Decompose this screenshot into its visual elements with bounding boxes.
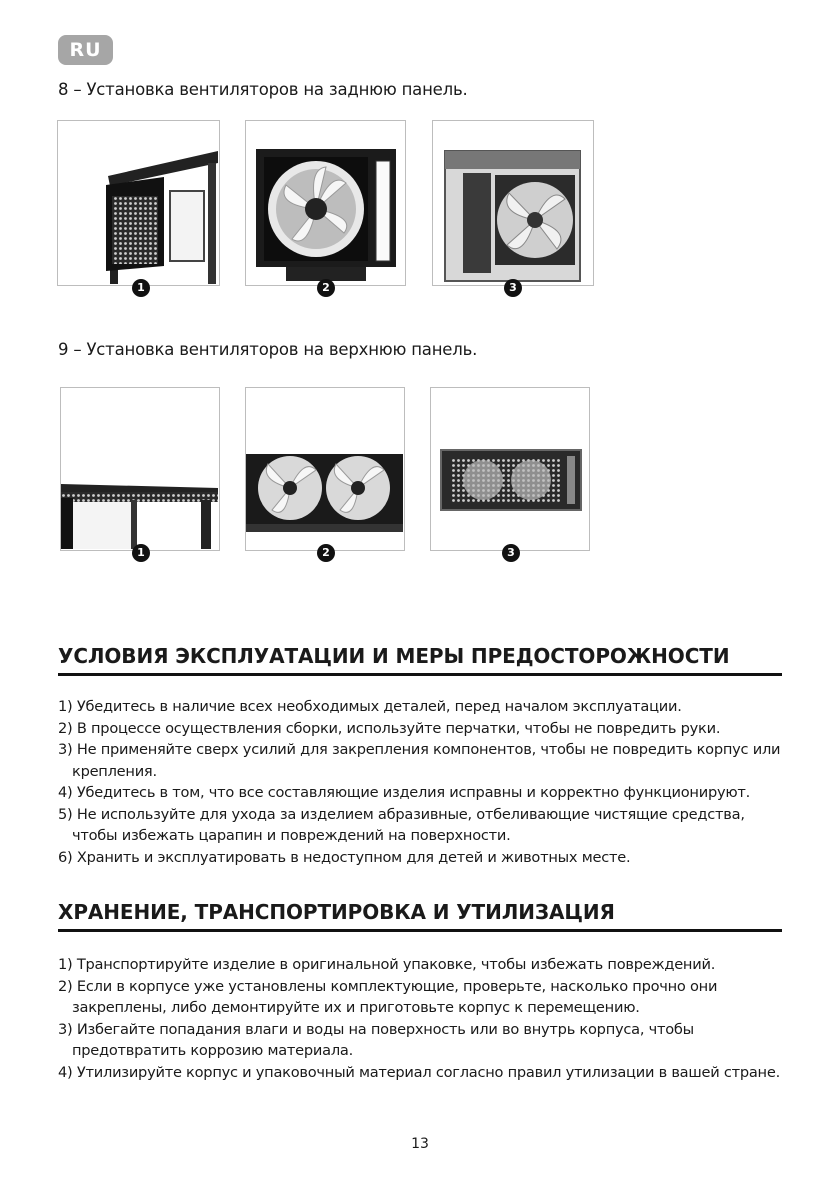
step-8-photo-1 bbox=[57, 120, 220, 294]
list-item: 5) Не используйте для ухода за изделием абразивные, отбеливающие чистящие средства, чтобы избежать царапин и повреждений на поверхности. bbox=[58, 805, 745, 844]
page-number: 13 bbox=[411, 1136, 429, 1152]
storage-transport-list bbox=[58, 954, 788, 1083]
step-9-photo-3 bbox=[430, 387, 590, 559]
step-9-badge-1: 1 bbox=[132, 544, 150, 562]
list-item: 4) Утилизируйте корпус и упаковочный материал согласно правил утилизации в вашей стране. bbox=[58, 1063, 780, 1081]
step-9-badge-3: 3 bbox=[502, 544, 520, 562]
list-item: 6) Хранить и эксплуатировать в недоступном для детей и животных месте. bbox=[58, 848, 631, 866]
step-9-title: 9 – Установка вентиляторов на верхнюю панель. bbox=[58, 340, 478, 359]
step-9-photo-1 bbox=[60, 387, 220, 559]
step-8-badge-2: 2 bbox=[317, 279, 335, 297]
language-badge: RU bbox=[58, 35, 113, 65]
list-item: 2) Если в корпусе уже установлены комплектующие, проверьте, насколько прочно они закреплены, либо демонтируйте их и приготовьте корпус к перемещению. bbox=[58, 977, 718, 1016]
storage-transport-heading: ХРАНЕНИЕ, ТРАНСПОРТИРОВКА И УТИЛИЗАЦИЯ bbox=[58, 897, 782, 932]
step-8-photo-2 bbox=[245, 120, 406, 294]
operating-conditions-list bbox=[58, 696, 788, 868]
list-item: 3) Избегайте попадания влаги и воды на поверхность или во внутрь корпуса, чтобы предотвратить коррозию материала. bbox=[58, 1020, 694, 1059]
list-item: 1) Убедитесь в наличие всех необходимых деталей, перед началом эксплуатации. bbox=[58, 698, 682, 715]
list-item: 1) Транспортируйте изделие в оригинальной упаковке, чтобы избежать повреждений. bbox=[58, 956, 716, 973]
step-8-photo-3 bbox=[432, 120, 594, 294]
list-item: 2) В процессе осуществления сборки, используйте перчатки, чтобы не повредить руки. bbox=[58, 719, 721, 737]
list-item: 4) Убедитесь в том, что все составляющие изделия исправны и корректно функционируют. bbox=[58, 784, 751, 801]
step-8-badge-1: 1 bbox=[132, 279, 150, 297]
step-9-badge-2: 2 bbox=[317, 544, 335, 562]
step-9-photo-2 bbox=[245, 387, 405, 559]
step-8-title: 8 – Установка вентиляторов на заднюю панель. bbox=[58, 80, 468, 99]
operating-conditions-heading: УСЛОВИЯ ЭКСПЛУАТАЦИИ И МЕРЫ ПРЕДОСТОРОЖНОСТИ bbox=[58, 641, 782, 676]
step-8-badge-3: 3 bbox=[504, 279, 522, 297]
list-item: 3) Не применяйте сверх усилий для закрепления компонентов, чтобы не повредить корпус или крепления. bbox=[58, 741, 781, 780]
